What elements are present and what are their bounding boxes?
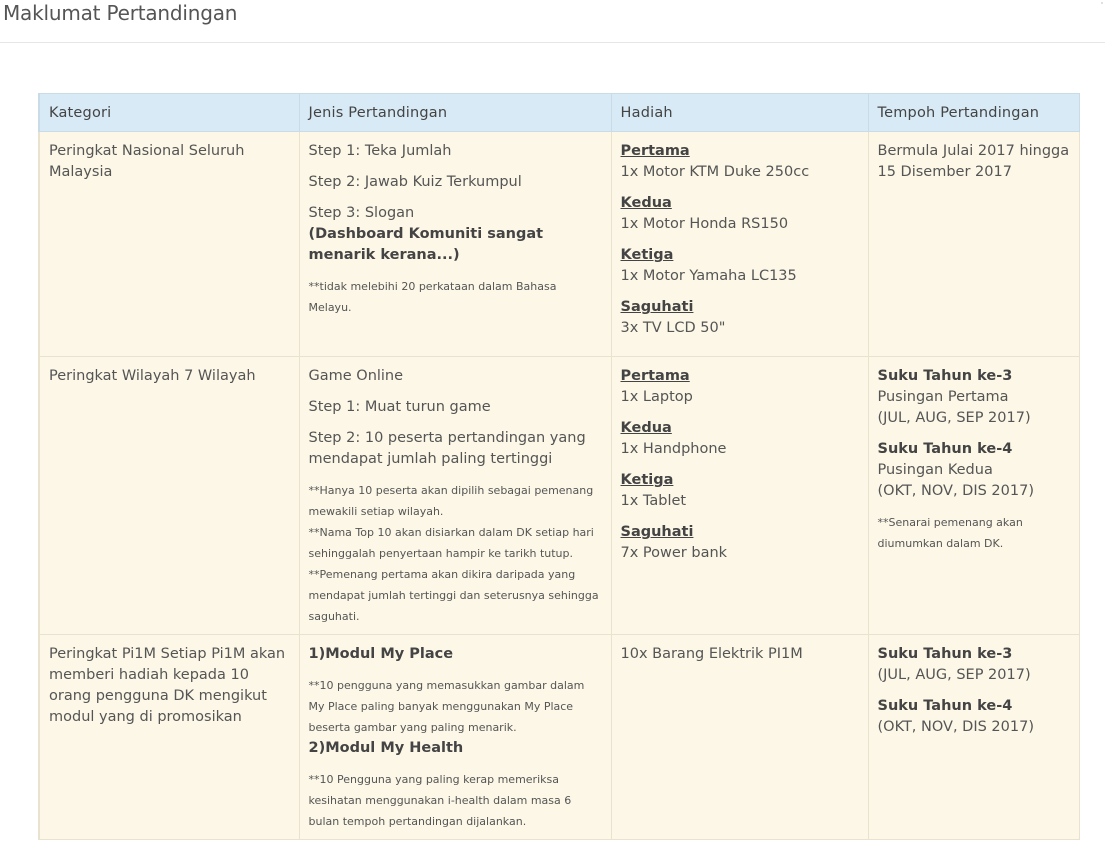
step-text: Step 1: Teka Jumlah	[308, 143, 452, 159]
prize-value: 1x Motor Yamaha LC135	[620, 268, 797, 284]
note-text: **Pemenang pertama akan dikira daripada yang mendapat jumlah tertinggi dan seterusnya sehingga saguhati.	[308, 568, 599, 623]
prize-label: Pertama	[620, 143, 690, 159]
step-text: Step 2: 10 peserta pertandingan yang mendapat jumlah paling tertinggi	[308, 430, 586, 467]
prize-item	[621, 245, 860, 287]
cell-jenis	[299, 357, 611, 635]
column-header-jenis: Jenis Pertandingan	[299, 94, 611, 132]
step-text: Step 1: Muat turun game	[308, 399, 491, 415]
prize-item	[621, 193, 860, 235]
quarter-title: Suku Tahun ke-4	[877, 441, 1013, 457]
table-row	[39, 357, 1079, 635]
cell-jenis	[299, 132, 611, 357]
cell-tempoh	[868, 357, 1079, 635]
prize-value: 1x Handphone	[620, 441, 727, 457]
table-row	[39, 132, 1079, 357]
round-text: Pusingan Kedua	[877, 462, 993, 478]
table-header-row	[39, 94, 1079, 132]
module-title: 1)Modul My Place	[308, 646, 454, 662]
months-text: (JUL, AUG, SEP 2017)	[877, 410, 1031, 426]
step-text: Step 3: Slogan	[308, 205, 415, 221]
page-title: Maklumat Pertandingan	[3, 1, 238, 25]
cell-kategori	[39, 635, 299, 840]
prize-item	[621, 522, 860, 564]
corner-mark	[1101, 2, 1103, 4]
prize-label: Ketiga	[620, 472, 674, 488]
kategori-text: Peringkat Nasional Seluruh Malaysia	[49, 143, 245, 180]
column-header-hadiah: Hadiah	[611, 94, 868, 132]
page-header	[0, 0, 1105, 43]
quarter-title: Suku Tahun ke-4	[877, 698, 1013, 714]
kategori-text: Peringkat Pi1M Setiap Pi1M akan memberi hadiah kepada 10 orang pengguna DK mengikut modul yang di promosikan	[49, 646, 286, 725]
module-title: 2)Modul My Health	[308, 740, 464, 756]
cell-hadiah	[611, 132, 868, 357]
cell-kategori	[39, 357, 299, 635]
prize-label: Pertama	[620, 368, 690, 384]
quarter-title: Suku Tahun ke-3	[877, 646, 1013, 662]
competition-table	[38, 93, 1080, 840]
prize-item	[621, 366, 860, 408]
prize-value: 1x Laptop	[620, 389, 693, 405]
prize-value: 1x Tablet	[620, 493, 687, 509]
round-text: Pusingan Pertama	[877, 389, 1009, 405]
months-text: (OKT, NOV, DIS 2017)	[877, 719, 1034, 735]
cell-kategori	[39, 132, 299, 357]
prize-value: 1x Motor KTM Duke 250cc	[620, 164, 810, 180]
prize-value: 3x TV LCD 50"	[620, 320, 726, 336]
slogan-text: (Dashboard Komuniti sangat menarik kerana...)	[308, 226, 544, 263]
prize-label: Saguhati	[620, 299, 694, 315]
prize-item	[621, 470, 860, 512]
quarter-title: Suku Tahun ke-3	[877, 368, 1013, 384]
prize-item	[621, 297, 860, 339]
cell-hadiah	[611, 635, 868, 840]
note-text: **Hanya 10 peserta akan dipilih sebagai pemenang mewakili setiap wilayah.	[308, 484, 594, 518]
months-text: (OKT, NOV, DIS 2017)	[877, 483, 1034, 499]
note-text: **tidak melebihi 20 perkataan dalam Bahasa Melayu.	[308, 280, 557, 314]
table-row	[39, 635, 1079, 840]
prize-label: Kedua	[620, 420, 672, 436]
note-text: **Nama Top 10 akan disiarkan dalam DK setiap hari sehinggalah penyertaan hampir ke tarikh tutup.	[308, 526, 594, 560]
kategori-text: Peringkat Wilayah 7 Wilayah	[49, 368, 256, 384]
note-text: **10 pengguna yang memasukkan gambar dalam My Place paling banyak menggunakan My Place beserta gambar yang paling menarik.	[308, 679, 585, 734]
prize-label: Ketiga	[620, 247, 674, 263]
prize-value: 10x Barang Elektrik PI1M	[620, 646, 803, 662]
cell-tempoh	[868, 132, 1079, 357]
prize-value: 1x Motor Honda RS150	[620, 216, 789, 232]
months-text: (JUL, AUG, SEP 2017)	[877, 667, 1031, 683]
line-text: Game Online	[308, 368, 404, 384]
cell-hadiah	[611, 357, 868, 635]
prize-item	[621, 141, 860, 183]
prize-label: Saguhati	[620, 524, 694, 540]
column-header-tempoh: Tempoh Pertandingan	[868, 94, 1079, 132]
column-header-kategori: Kategori	[39, 94, 299, 132]
prize-item	[621, 418, 860, 460]
note-text: **10 Pengguna yang paling kerap memeriksa kesihatan menggunakan i-health dalam masa 6 bulan tempoh pertandingan dijalankan.	[308, 773, 572, 828]
cell-tempoh	[868, 635, 1079, 840]
cell-jenis	[299, 635, 611, 840]
step-text: Step 2: Jawab Kuiz Terkumpul	[308, 174, 522, 190]
tempoh-text: Bermula Julai 2017 hingga 15 Disember 2017	[877, 143, 1070, 180]
note-text: **Senarai pemenang akan diumumkan dalam DK.	[877, 516, 1023, 550]
prize-label: Kedua	[620, 195, 672, 211]
prize-value: 7x Power bank	[620, 545, 728, 561]
